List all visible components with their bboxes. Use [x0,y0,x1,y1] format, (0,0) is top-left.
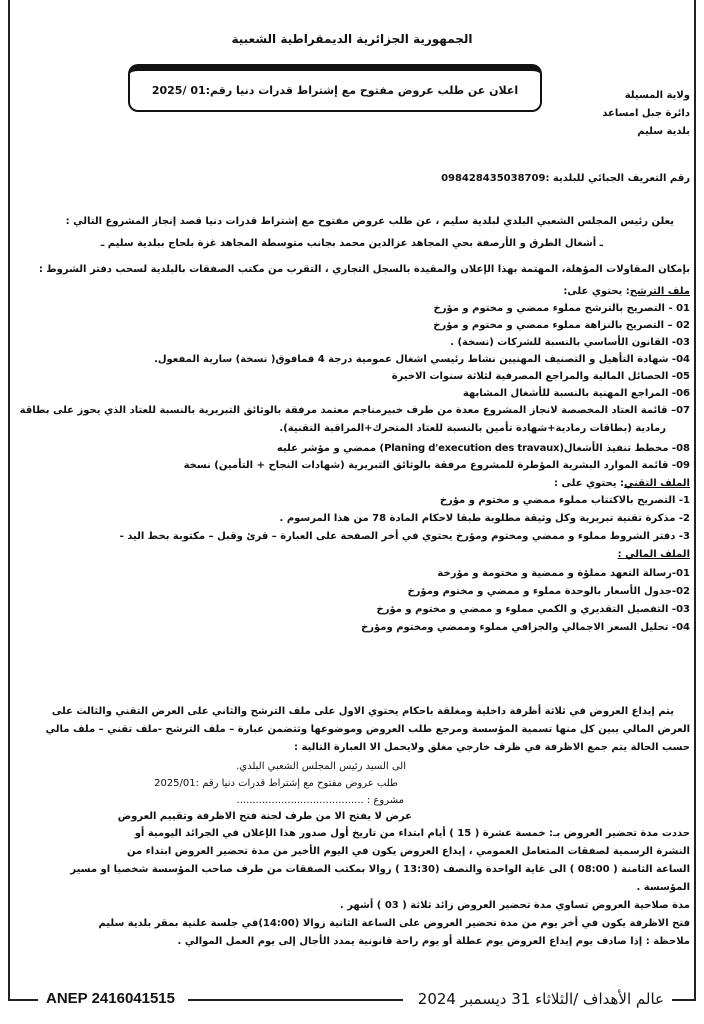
list-item: رمادية (بطاقات رمادية+شهادة تأمين بالنسبة للعتاد المتحرك+المراقبة التقنية). [279,423,666,434]
technical-heading-label: الملف التقني [623,478,690,489]
list-item: 1- التصريح بالاكتتاب مملوء ممضي و مختوم و مؤرخ [439,495,690,506]
candidature-heading-suffix: : يحتوي على: [563,286,630,297]
terms-line: الساعة الثامنة ( 08:00 ) الى غاية الواحدة والنصف (13:30 ) زوالا بمكتب الصفقات من طرف صاحب المؤسسة شخصيا او مسير [70,864,690,875]
technical-heading-suffix: : يحتوي على : [554,478,624,489]
submission-line: يتم إيداع العروض في ثلاثة أظرفة داخلية ومغلقة باحكام يحتوي الاول على ملف الترشح والثاني على العرض التقني والثالث على [51,706,674,717]
page-border-right [694,0,696,1000]
list-item: 09- قائمة الموارد البشرية المؤطرة للمشروع مرفقة بالوثائق التبريرية (شهادات النجاح + التأمين) نسخة [183,460,690,471]
envelope-line: مشروع : ........................................ [236,795,404,806]
terms-line: حددت مدة تحضير العروض بـ: خمسة عشرة ( 15 ) أيام ابتداء من تاريخ أول صدور هذا الإعلان في الجرائد اليومية أو [134,828,690,839]
envelope-line: الى السيد رئيس المجلس الشعبي البلدي. [236,761,406,772]
terms-line: النشرة الرسمية لصفقات المتعامل العمومي ، إيداع العروض يكون في اليوم الأخير من مدة تحضير العروض ابتداء من [127,846,690,857]
project-name: ـ أشغال الطرق و الأرصفة بحي المجاهد عزالدين محمد بجانب متوسطة المجاهد غزة بلحاج ببلدية سليم ـ [100,238,604,249]
envelope-line: طلب عروض مفتوح مع إشتراط قدرات دنيا رقم :2025/01 [154,778,398,789]
list-item: 08- مخطط تنفيذ الأشغال(Planing d'execution des travaux) ممضي و مؤشر عليه [276,443,690,454]
candidature-heading-label: ملف الترشح [629,286,690,297]
anep-reference: ANEP 2416041515 [46,990,175,1007]
submission-line: العرض المالي يبين كل منها تسمية المؤسسة ومرجع طلب العروض وموضوعها وتتضمن عبارة – ملف الترشح -ملف تقني – ملف مالي [45,724,690,735]
terms-line: مدة صلاحية العروض تساوي مدة تحضير العروض زائد ثلاثة ( 03 ) أشهر . [339,900,690,911]
commune: بلدية سليم [637,126,690,137]
daira: دائرة جبل امساعد [602,108,690,119]
financial-heading: الملف المالي : [617,549,690,560]
page-border-bottom [8,999,38,1001]
list-item: 01-رسالة التعهد مملؤة و ممضية و مختومة و مؤرخة [437,568,690,579]
terms-line: المؤسسة . [636,882,690,893]
list-item: 04- تحليل السعر الاجمالي والجزافي مملوء وممضي ومختوم ومؤرخ [361,622,690,633]
tax-id: رقم التعريف الجبائي للبلدية :098428435038709 [441,173,690,184]
list-item: 3- دفتر الشروط مملوء و ممضي ومختوم ومؤرخ يحتوي في أخر الصفحة على العبارة – قرئ وقبل – مكتوبة بخط اليد - [119,531,690,542]
intro-line: بإمكان المقاولات المؤهلة، المهتمة بهذا الإعلان والمقيدة بالسجل التجاري ، التقرب من مكتب الصفقات بالبلدية لسحب دفتر الشروط : [38,264,690,275]
page-border-bottom [188,999,403,1001]
list-item: 05- الحصائل المالية والمراجع المصرفية لثلاثة سنوات الاخيرة [391,371,690,382]
technical-heading [14,476,690,491]
list-item: 06- المراجع المهنية بالنسبة للأشغال المشابهة [462,388,690,399]
list-item: 2- مذكرة تقنية تبريرية وكل وثيقة مطلوبة طبقا لاحكام المادة 78 من هذا المرسوم . [279,513,690,524]
announcement-title-box [128,64,542,112]
wilaya: ولاية المسيلة [624,90,690,101]
announcement-title: اعلان عن طلب عروض مفتوح مع إشتراط قدرات دنيا رقم:01 /2025 [151,84,519,97]
submission-line: حسب الحالة يتم جمع الاظرفة في ظرف خارجي مغلق ولايحمل الا العبارة التالية : [293,742,690,753]
terms-line: فتح الاظرفة يكون في أخر يوم من مدة تحضير العروض على الساعة الثانية زوالا (14:00)في جلسة علنية بمقر بلدية سليم [98,918,690,929]
list-item: 04- شهادة التأهيل و التصنيف المهنيين نشاط رئيسي اشغال عمومية درجة 4 فمافوق( نسخة) سارية المفعول. [154,354,690,365]
source-date: عالم الأهداف /الثلاثاء 31 ديسمبر 2024 [417,990,664,1008]
list-item: 07– قائمة العتاد المخصصة لانجاز المشروع معدة من طرف خبيرمناجم معتمد مرفقة بالوثائق التبريرية بالنسبة للعتاد الذي يحوز على بطاقة [19,405,690,416]
page-border-left [8,0,10,1000]
republic-header: الجمهورية الجزائرية الديمقراطية الشعبية [231,32,473,46]
list-item: 02-جدول الأسعار بالوحدة مملوء و ممضي و مختوم ومؤرخ [407,586,690,597]
list-item: 03- القانون الأساسي بالنسبة للشركات (نسخة) . [450,337,690,348]
page-border-bottom [672,999,696,1001]
envelope-line: عرض لا يفتح الا من طرف لجنة فتح الاظرفة وتقييم العروض [117,811,412,822]
list-item: 03- التفصيل التقديري و الكمي مملوء و ممضي و مختوم و مؤرخ [376,604,690,615]
terms-line: ملاحظة : إذا صادف يوم إيداع العروض يوم عطلة أو يوم راحة قانونية يمدد الأجال إلى يوم العمل الموالي . [177,936,690,947]
list-item: 02 – التصريح بالنزاهة مملوء ممضي و مختوم و مؤرخ [433,320,690,331]
list-item: 01 - التصريح بالترشح مملوء ممضي و مختوم و مؤرخ [433,303,690,314]
intro-line: يعلن رئيس المجلس الشعبي البلدي لبلدية سليم ، عن طلب عروض مفتوح مع إشتراط قدرات دنيا قصد إنجاز المشروع التالي : [65,216,674,227]
candidature-heading [14,284,690,299]
